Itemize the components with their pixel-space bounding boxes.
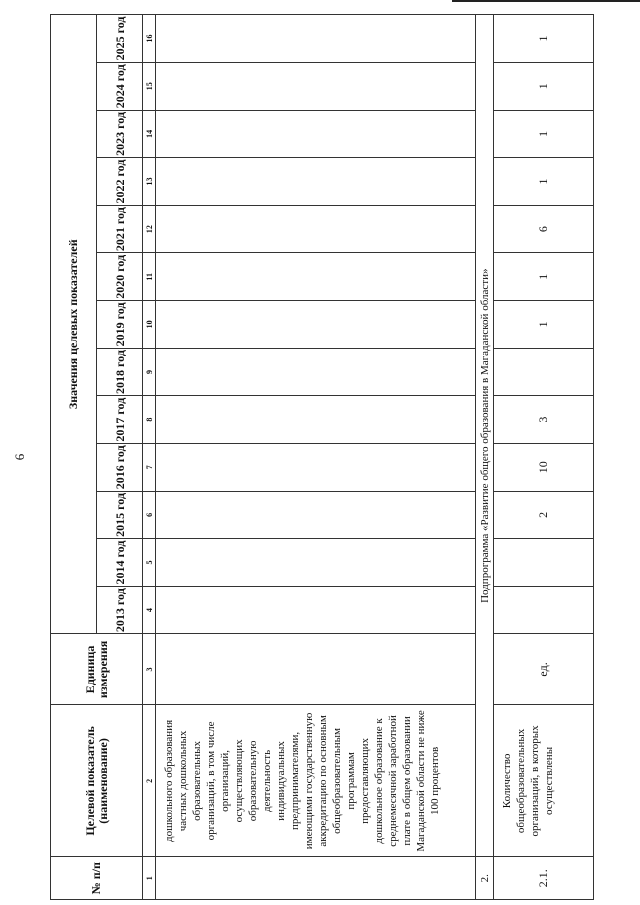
year-header: 2018 год bbox=[97, 348, 143, 396]
year-header: 2020 год bbox=[97, 253, 143, 301]
year-header: 2023 год bbox=[97, 110, 143, 158]
row-unit: ед. bbox=[494, 634, 594, 705]
value-cell: 10 bbox=[494, 443, 594, 491]
value-cell bbox=[156, 158, 476, 206]
value-cell bbox=[156, 491, 476, 539]
year-header: 2016 год bbox=[97, 443, 143, 491]
continued-num bbox=[156, 857, 476, 900]
header-num: № п/п bbox=[51, 857, 143, 900]
column-index: 16 bbox=[143, 15, 156, 63]
row-indicator: Количество общеобразовательных организаций, в которых осуществлены bbox=[494, 705, 594, 857]
header-values-group: Значения целевых показателей bbox=[51, 15, 97, 634]
continued-unit bbox=[156, 634, 476, 705]
subprogram-num: 2. bbox=[476, 857, 494, 900]
value-cell: 3 bbox=[494, 396, 594, 444]
page-number: 6 bbox=[12, 453, 27, 461]
value-cell bbox=[156, 253, 476, 301]
header-indicator: Целевой показатель (наименование) bbox=[51, 705, 143, 857]
value-cell: 1 bbox=[494, 62, 594, 110]
top-rule bbox=[452, 0, 640, 2]
row-num: 2.1. bbox=[494, 857, 594, 900]
value-cell bbox=[156, 539, 476, 587]
indicators-table bbox=[50, 14, 594, 900]
year-header: 2021 год bbox=[97, 205, 143, 253]
value-cell bbox=[494, 348, 594, 396]
year-header: 2015 год bbox=[97, 491, 143, 539]
column-index: 11 bbox=[143, 253, 156, 301]
year-header: 2025 год bbox=[97, 15, 143, 63]
column-index: 7 bbox=[143, 443, 156, 491]
continued-indicator-text: дошкольного образования частных дошкольных образовательных организаций, в том числе организаций, осуществляющих образовательную деятельность индивидуальных предпринимателями, имеющими государственную аккредитацию по основным общеобразовательным программам предоставляющих дошкольное образование к среднемесячной заработной плате в общем образовании Магаданской области не ниже 100 процентов bbox=[156, 705, 476, 857]
year-header: 2013 год bbox=[97, 586, 143, 634]
value-cell: 1 bbox=[494, 15, 594, 63]
subprogram-row bbox=[476, 15, 494, 900]
value-cell bbox=[156, 15, 476, 63]
subprogram-title: Подпрограмма «Развитие общего образования в Магаданской области» bbox=[476, 15, 494, 857]
column-index: 3 bbox=[143, 634, 156, 705]
column-index: 4 bbox=[143, 586, 156, 634]
year-header: 2019 год bbox=[97, 301, 143, 349]
rotated-page bbox=[12, 14, 640, 900]
value-cell bbox=[156, 301, 476, 349]
column-index: 15 bbox=[143, 62, 156, 110]
column-index: 14 bbox=[143, 110, 156, 158]
value-cell: 2 bbox=[494, 491, 594, 539]
value-cell bbox=[156, 396, 476, 444]
column-index: 8 bbox=[143, 396, 156, 444]
value-cell: 6 bbox=[494, 205, 594, 253]
value-cell: 1 bbox=[494, 301, 594, 349]
value-cell bbox=[156, 110, 476, 158]
value-cell: 1 bbox=[494, 253, 594, 301]
table-row bbox=[494, 15, 594, 900]
year-header: 2024 год bbox=[97, 62, 143, 110]
year-header: 2014 год bbox=[97, 539, 143, 587]
column-index-row bbox=[143, 15, 156, 900]
column-index: 10 bbox=[143, 301, 156, 349]
continued-row bbox=[156, 15, 476, 900]
value-cell bbox=[494, 539, 594, 587]
value-cell bbox=[156, 443, 476, 491]
column-index: 9 bbox=[143, 348, 156, 396]
header-unit: Единица измерения bbox=[51, 634, 143, 705]
year-header: 2022 год bbox=[97, 158, 143, 206]
column-index: 12 bbox=[143, 205, 156, 253]
header-row-1 bbox=[51, 15, 97, 900]
value-cell bbox=[494, 586, 594, 634]
year-header: 2017 год bbox=[97, 396, 143, 444]
value-cell bbox=[156, 586, 476, 634]
column-index: 13 bbox=[143, 158, 156, 206]
value-cell bbox=[156, 348, 476, 396]
column-index: 2 bbox=[143, 705, 156, 857]
value-cell: 1 bbox=[494, 158, 594, 206]
value-cell: 1 bbox=[494, 110, 594, 158]
column-index: 5 bbox=[143, 539, 156, 587]
value-cell bbox=[156, 205, 476, 253]
value-cell bbox=[156, 62, 476, 110]
column-index: 6 bbox=[143, 491, 156, 539]
column-index: 1 bbox=[143, 857, 156, 900]
